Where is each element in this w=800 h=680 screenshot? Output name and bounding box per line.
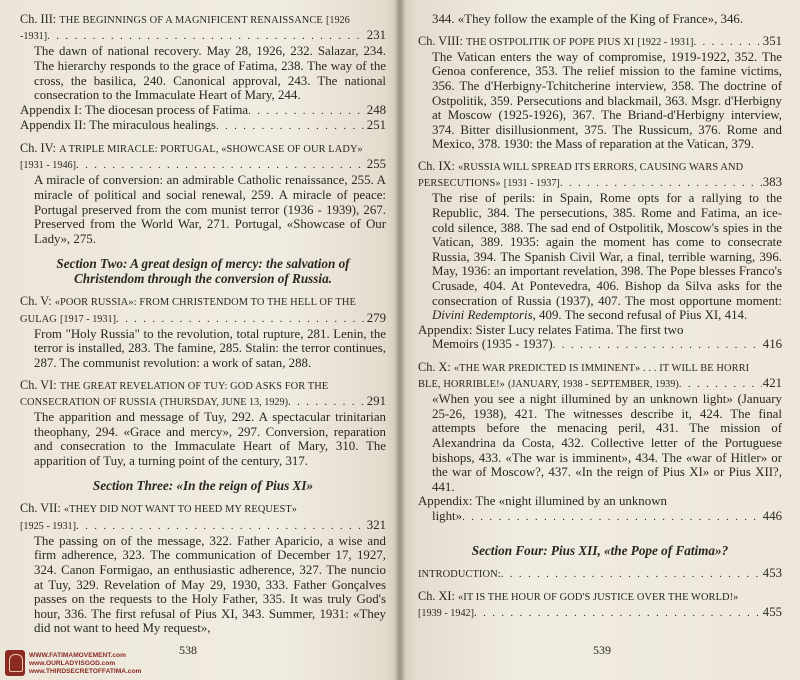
chapter-prefix: Ch. IX: xyxy=(418,158,455,173)
page-number-left: 538 xyxy=(179,643,197,657)
toc-entry-ch11 xyxy=(418,589,782,621)
leader-dots xyxy=(693,35,761,49)
appendix-label-cont: Memoirs (1935 - 1937) xyxy=(432,337,553,352)
appendix-page: 248 xyxy=(366,102,386,117)
toc-entry-introduction xyxy=(418,566,782,582)
chapter-page: 351 xyxy=(762,33,782,48)
chapter-range: (JANUARY, 1938 - SEPTEMBER, 1939) xyxy=(508,379,679,391)
appendix-label: Appendix II: The miraculous healings xyxy=(20,118,216,133)
chapter-title: THE BEGINNINGS OF A MAGNIFICENT RENAISSANCE xyxy=(59,15,323,26)
toc-entry-ch7 xyxy=(20,501,386,636)
chapter-title: «THEY DID NOT WANT TO HEED MY REQUEST» xyxy=(63,504,298,516)
chapter-range: [1931 - 1946] xyxy=(20,160,77,172)
section-two-title: Section Two: A great design of mercy: the salvation of Christendom through the conversion of Russia. xyxy=(56,256,350,287)
section-three-title: Section Three: «In the reign of Pius XI» xyxy=(92,478,314,494)
chapter-title: A TRIPLE MIRACLE: PORTUGAL, «SHOWCASE OF OUR LADY» xyxy=(59,143,363,155)
chapter-range: [1922 - 1931] xyxy=(637,36,694,48)
appendix-label: Appendix: Sister Lucy relates Fatima. The first two xyxy=(418,322,684,337)
chapter-prefix: Ch. IV: xyxy=(20,140,56,155)
chapter-title: «THE WAR PREDICTED IS IMMINENT» . . . IT WILL BE HORRI xyxy=(453,362,750,374)
leader-dots xyxy=(288,395,366,409)
appendix-page: 251 xyxy=(366,118,386,133)
chapter-summary: The dawn of national recovery. May 28, 1926, 232. Salazar, 234. The hierarchy responds to the grace of Fatima, 238. The way of the cross, the basilica, 240. Canonical approval, 243. The national consecration to the Immaculate Heart of Mary, 244. xyxy=(34,44,386,103)
chapter-summary: The passing on of the message, 322. Father Aparicio, a wise and firm adherence, 323. The communication of December 17, 1927, 324. Canon Formigao, an enthusiastic adherence, 327. The nuncio at Tuy, 329. Revelation of May 29, 1930, 333. Father Gonçalves passes on the requests to the Holy Father, 335. It was truly God's hour, 336. The first refusal of Pius XI, 343. Summer, 1931: «They did not want to heed My request», xyxy=(34,533,386,636)
chapter-title: «IT IS THE HOUR OF GOD'S JUSTICE OVER THE WORLD!» xyxy=(457,591,739,603)
toc-entry-ch5 xyxy=(20,294,386,370)
chapter-title: «POOR RUSSIA»: FROM CHRISTENDOM TO THE HELL OF THE xyxy=(54,297,356,309)
right-page xyxy=(400,0,800,680)
chapter-page: 291 xyxy=(366,393,386,408)
chapter-title-cont: GULAG xyxy=(20,313,57,325)
introduction-page: 453 xyxy=(762,565,782,580)
toc-entry-ch4 xyxy=(20,141,386,246)
fatima-logo-icon xyxy=(5,650,25,676)
appendix-sister-lucy xyxy=(418,323,782,353)
chapter-range: [1925 - 1931] xyxy=(20,520,77,532)
chapter-prefix: Ch. XI: xyxy=(418,588,455,603)
chapter-summary: The Vatican enters the way of compromise, 1919-1922, 352. The Genoa conference, 353. The relief mission to the famine victims, 356. The d'Herbigny-Tchitcherine interview, 358. The doctrine of Ostpolitik, 359. Persecutions and blackmail, 363. Msgr. d'Herbigny at Moscow (1925-1926), 367. The Briand-d'Herbigny interview, 374. Bitter disillusionment, 375. The Russicum, 376. Rome and Mexico, 378. 1930: the Mass of reparation at the Vatican, 379. xyxy=(432,49,782,152)
leader-dots xyxy=(47,29,366,43)
chapter-summary: The rise of perils: in Spain, Rome opts for a rallying to the Republic, 384. The persecutions, 385. Rome and Fatima, an ice-cold silence, 388. The sad end of Ostpolitik, Moscow's spies in the Vatican, 389. 1935: again the moment has come to consecrate Russia, 394. The Spanish Civil War, a final, terrible warning, 396. May, 1936: an important revelation, 398. The Pope blesses Franco's Crusade, 404. At Pontevedra, 406. Bishop da Silva asks for the consecration of Russia (1937), 407. The most opportune moment: Divini Redemptoris, 409. The second refusal of Pius XI, 414. xyxy=(432,191,782,323)
chapter-range: [1931 - 1937] xyxy=(503,178,560,190)
chapter-range: (THURSDAY, JUNE 13, 1929) xyxy=(159,396,289,408)
toc-entry-ch6 xyxy=(20,378,386,469)
leader-dots xyxy=(216,119,366,134)
appendix-label: Appendix: The «night illumined by an unknown xyxy=(418,494,667,509)
leader-dots xyxy=(76,519,366,533)
appendix-label: Appendix I: The diocesan process of Fatima xyxy=(20,102,249,117)
leader-dots xyxy=(560,176,762,190)
page-number-right: 539 xyxy=(593,643,611,657)
chapter-title: THE OSTPOLITIK OF POPE PIUS XI xyxy=(465,36,635,48)
appendix-page: 416 xyxy=(762,337,782,352)
book-gutter xyxy=(394,0,406,680)
chapter-range-cont: -1931] xyxy=(20,31,48,43)
leader-dots xyxy=(679,377,762,391)
continued-text xyxy=(418,12,782,27)
introduction-label: INTRODUCTION: xyxy=(418,568,501,580)
chapter-page: 383 xyxy=(762,175,782,190)
leader-dots xyxy=(248,104,366,119)
toc-entry-ch10 xyxy=(418,360,782,525)
chapter-title: THE GREAT REVELATION OF TUY: GOD ASKS FOR THE xyxy=(59,380,329,392)
chapter-range: [1926 xyxy=(325,15,350,26)
chapter-prefix: Ch. V: xyxy=(20,294,52,309)
chapter-summary-cont: 344. «They follow the example of the King of France», 346. xyxy=(432,12,744,26)
chapter-prefix: Ch. X: xyxy=(418,359,451,374)
chapter-title-cont: BLE, HORRIBLE!» xyxy=(418,379,505,391)
leader-dots xyxy=(474,606,762,620)
toc-entry-ch8 xyxy=(418,34,782,152)
chapter-range: [1917 - 1931] xyxy=(59,313,116,325)
chapter-page: 255 xyxy=(366,157,386,172)
chapter-prefix: Ch. III: xyxy=(20,12,57,26)
chapter-page: 279 xyxy=(366,310,386,325)
toc-entry-ch3 xyxy=(20,12,386,134)
chapter-summary: A miracle of conversion: an admirable Catholic renaissance, 255. A miracle of political and social renewal, 259. A miracle of peace: Portugal preserved from the com munist terror (1936 - 1939), 267. Preserved from the World War, 271. Portugal, «Showcase of Our Lady», 275. xyxy=(34,173,386,246)
leader-dots xyxy=(76,158,366,172)
chapter-page: 231 xyxy=(366,28,386,43)
appendix-night xyxy=(418,494,782,524)
chapter-summary: From "Holy Russia" to the revolution, total rupture, 281. Lenin, the terror is installed, 283. The famine, 285. Stalin: the terror continues, 287. The communist revolution: a work of satan, 288. xyxy=(34,326,386,370)
chapter-prefix: Ch. VII: xyxy=(20,501,61,516)
chapter-title-cont: PERSECUTIONS» xyxy=(418,178,501,190)
stamp-url-1[interactable]: WWW.FATIMAMOVEMENT.com xyxy=(29,652,126,659)
chapter-title-cont: CONSECRATION OF RUSSIA xyxy=(20,396,157,408)
stamp-url-3[interactable]: www.THIRDSECRETOFFATIMA.com xyxy=(29,668,142,675)
chapter-summary: The apparition and message of Tuy, 292. A spectacular trinitarian theophany, 294. «Grace and mercy», 297. Conversion, reparation and consecration to the Immaculate Heart of Mary, 310. The apparition of Tuy, a turning point of the century, 317. xyxy=(34,409,386,468)
chapter-page: 455 xyxy=(762,605,782,620)
chapter-page: 421 xyxy=(762,376,782,391)
chapter-prefix: Ch. VIII: xyxy=(418,33,463,48)
chapter-summary: «When you see a night illumined by an unknown light» (January 25-26, 1938), 421. The witnesses describe it, 424. The final attempts before the menacing peril, 431. The mission of Alexandrina da Costa, 432. Collective letter of the Portuguese bishops, 433. «The war is imminent», 434. The «war of Hitler» or the war of Moscow?, 437. «In the reign of Pius XI» or Pius XII?, 441. xyxy=(432,392,782,494)
toc-entry-ch9 xyxy=(418,159,782,353)
leader-dots xyxy=(116,312,366,326)
chapter-range: [1939 - 1942] xyxy=(418,608,475,620)
appendix-2 xyxy=(20,118,386,134)
leader-dots xyxy=(462,510,762,525)
leader-dots xyxy=(553,338,762,353)
chapter-page: 321 xyxy=(366,517,386,532)
chapter-prefix: Ch. VI: xyxy=(20,377,57,392)
watermark-stamp xyxy=(5,650,141,676)
appendix-page: 446 xyxy=(762,509,782,524)
appendix-1 xyxy=(20,103,386,119)
leader-dots xyxy=(501,567,762,581)
section-four-title: Section Four: Pius XII, «the Pope of Fatima»? xyxy=(471,542,729,558)
stamp-url-2[interactable]: www.OURLADYISGOD.com xyxy=(29,660,116,667)
chapter-title: «RUSSIA WILL SPREAD ITS ERRORS, CAUSING WARS AND xyxy=(457,161,744,173)
appendix-label-cont: light» xyxy=(432,509,463,524)
